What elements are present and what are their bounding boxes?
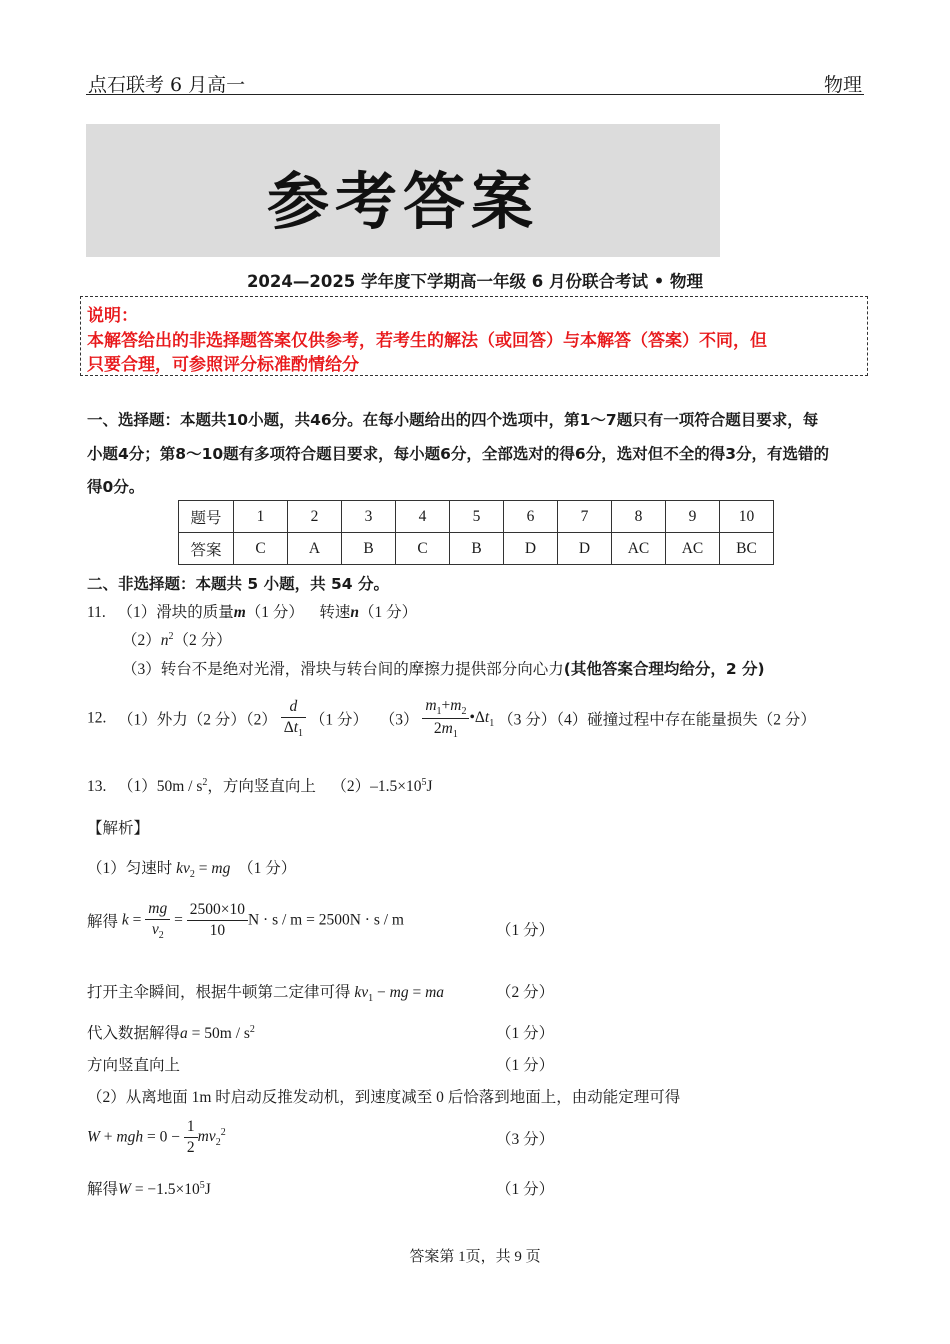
section1-line-2: 小题4分；第8～10题有多项符合题目要求，每小题6分，全部选对的得6分，选对但不全的得3分，有选错的 <box>87 445 829 463</box>
q13-step4-score: （1 分） <box>496 1025 555 1042</box>
table-cell: 6 <box>504 501 558 533</box>
q13-ans2: （2）–1.5×10 <box>331 778 422 795</box>
table-cell: 答案 <box>179 533 234 565</box>
q13-step1-text: （1）匀速时 <box>87 860 173 877</box>
q13-step1-score: （1 分） <box>238 860 297 877</box>
table-cell: 题号 <box>179 501 234 533</box>
table-cell: 2 <box>288 501 342 533</box>
table-cell: 7 <box>558 501 612 533</box>
table-cell: 8 <box>612 501 666 533</box>
q12-part4: （3 分）（4）碰撞过程中存在能量损失（2 分） <box>498 711 816 729</box>
section2-title: 二、非选择题：本题共 5 小题，共 54 分。 <box>87 575 389 593</box>
section1-line-1: 一、选择题：本题共10小题，共46分。在每小题给出的四个选项中，第1～7题只有一项符合题目要求，每 <box>87 411 819 429</box>
q11-line-3 <box>122 657 765 679</box>
note-line-1: 本解答给出的非选择题答案仅供参考，若考生的解法（或回答）与本解答（答案）不同，但 <box>87 331 767 351</box>
q13-step8-text: 解得 <box>87 1181 119 1198</box>
q13-answer-line <box>87 774 433 796</box>
q12-fraction-2: $\frac{m_1+m_2}{2m_1}$ <box>422 697 469 740</box>
q13-step7: W + mgh = 0 − $\frac{1}{2}$ $mv_2^2$ <box>87 1118 226 1156</box>
table-cell: BC <box>720 533 774 565</box>
q13-step4 <box>87 1021 255 1043</box>
header-left: 点石联考 6 月高一 <box>88 74 246 96</box>
q13-ans1-exp: 2 <box>202 776 208 788</box>
q13-step8-score: （1 分） <box>496 1181 555 1198</box>
q13-number: 13. <box>87 778 107 795</box>
q13-step6: （2）从离地面 1m 时启动反推发动机，到速度减至 0 后恰落到地面上，由动能定理可得 <box>87 1089 681 1106</box>
q13-step4-exp: 2 <box>249 1023 255 1035</box>
table-cell: B <box>450 533 504 565</box>
q11-a2: （2） <box>122 632 161 649</box>
exam-title: 2024—2025 学年度下学期高一年级 6 月份联合考试 • 物理 <box>246 272 704 291</box>
q11-a1b-var: n <box>350 604 360 621</box>
q13-step2-frac1: $\frac{mg}{v_2}$ <box>145 900 170 941</box>
table-cell: 3 <box>342 501 396 533</box>
q13-step2-result: N · s / m = 2500N · s / m <box>247 911 404 929</box>
title-banner <box>86 124 720 257</box>
q13-step2: 解得 k = $\frac{mg}{v_2}$ = $\frac{2500\times 10}{10}$ N · s / m = 2500N · s / m <box>87 900 404 942</box>
q13-step4-text: 代入数据解得 <box>87 1025 181 1042</box>
header-right: 物理 <box>823 74 862 96</box>
q11-number: 11. <box>87 604 106 621</box>
table-cell: C <box>396 533 450 565</box>
note-box <box>80 296 868 376</box>
header-rule <box>86 94 864 95</box>
q13-ans1: （1）50m / s <box>118 778 203 795</box>
q13-ans1-direction: ，方向竖直向上 <box>207 778 316 795</box>
q13-step3: 打开主伞瞬间，根据牛顿第二定律可得 $kv_1$ − mg = ma <box>87 984 445 1005</box>
q13-step8-unit: J <box>204 1181 211 1198</box>
q13-step2-frac2: $\frac{2500\times 10}{10}$ <box>187 901 248 940</box>
q13-step5-score: （1 分） <box>496 1057 555 1074</box>
q11-a3-score: (其他答案合理均给分，2 分) <box>563 660 765 678</box>
table-cell: D <box>504 533 558 565</box>
table-cell: B <box>342 533 396 565</box>
q11-a3: （3）转台不是绝对光滑，滑块与转台间的摩擦力提供部分向心力 <box>122 661 564 678</box>
q13-step7-score: （3 分） <box>496 1131 555 1148</box>
table-cell: 10 <box>720 501 774 533</box>
q11-a1b-score: （1 分） <box>359 604 418 621</box>
q12-number: 12. <box>87 709 107 727</box>
q13-step2-score: （1 分） <box>496 922 555 939</box>
q13-step4-var: a <box>180 1025 188 1042</box>
table-cell: 5 <box>450 501 504 533</box>
q11-a1-score: （1 分） <box>245 604 304 621</box>
q13-step3-score: （2 分） <box>496 984 555 1001</box>
table-cell: 9 <box>666 501 720 533</box>
answer-table <box>178 500 774 565</box>
q13-step2-text: 解得 <box>87 913 119 931</box>
table-cell: AC <box>612 533 666 565</box>
q12-part1: （1）外力（2 分）（2） <box>118 711 277 729</box>
section1-line-3: 得0分。 <box>87 478 145 496</box>
q11-a1: （1）滑块的质量 <box>117 604 234 621</box>
q13-step8-exp: 5 <box>199 1179 205 1191</box>
table-cell: 4 <box>396 501 450 533</box>
q13-ans2-exp: 5 <box>421 776 427 788</box>
q13-step8-eq: = −1.5×10 <box>130 1181 200 1198</box>
q11-a2-score: （2 分） <box>173 632 232 649</box>
q13-step5: 方向竖直向上 <box>87 1057 181 1074</box>
q13-step3-text: 打开主伞瞬间，根据牛顿第二定律可得 <box>87 984 351 1001</box>
q13-step8 <box>87 1177 211 1199</box>
table-row <box>179 533 774 565</box>
q12-fraction-1: $\frac{d}{\Delta t_1}$ <box>281 698 306 739</box>
q12-part3: （3） <box>379 711 419 729</box>
q11-line-1 <box>87 600 417 622</box>
q13-step1: （1）匀速时 $kv_2$ = mg （1 分） <box>87 860 297 881</box>
page-footer: 答案第 1页，共 9 页 <box>409 1249 541 1265</box>
q11-a2-var: n <box>160 632 169 649</box>
table-cell: D <box>558 533 612 565</box>
table-cell: C <box>234 533 288 565</box>
q11-line-2 <box>122 628 232 650</box>
q11-a1-var: m <box>233 604 246 621</box>
q11-a1b: 转速 <box>319 604 351 621</box>
note-label: 说明： <box>87 306 138 326</box>
table-cell: A <box>288 533 342 565</box>
banner-title: 参考答案 <box>266 165 539 238</box>
table-row <box>179 501 774 533</box>
q12-part2-score: （1 分） <box>309 711 369 729</box>
q13-ans2-unit: J <box>426 778 433 795</box>
q13-step4-eq: = 50m / s <box>187 1025 250 1042</box>
q13-jiexi: 【解析】 <box>87 819 150 837</box>
table-cell: AC <box>666 533 720 565</box>
note-line-2: 只要合理，可参照评分标准酌情给分 <box>87 355 359 375</box>
table-cell: 1 <box>234 501 288 533</box>
q13-step8-var: W <box>118 1181 131 1198</box>
q12-line: 12. （1）外力（2 分）（2） $\frac{d}{\Delta t_1}$ （1 分） （3） $\frac{m_1+m_2}{2m_1}$ $•\Delta t_1$ （3 分）（4）碰撞过程中存在能量损失（2 分） <box>87 697 816 741</box>
q11-a2-exp: 2 <box>168 630 174 642</box>
q13-step7-frac: $\frac{1}{2}$ <box>184 1118 198 1157</box>
